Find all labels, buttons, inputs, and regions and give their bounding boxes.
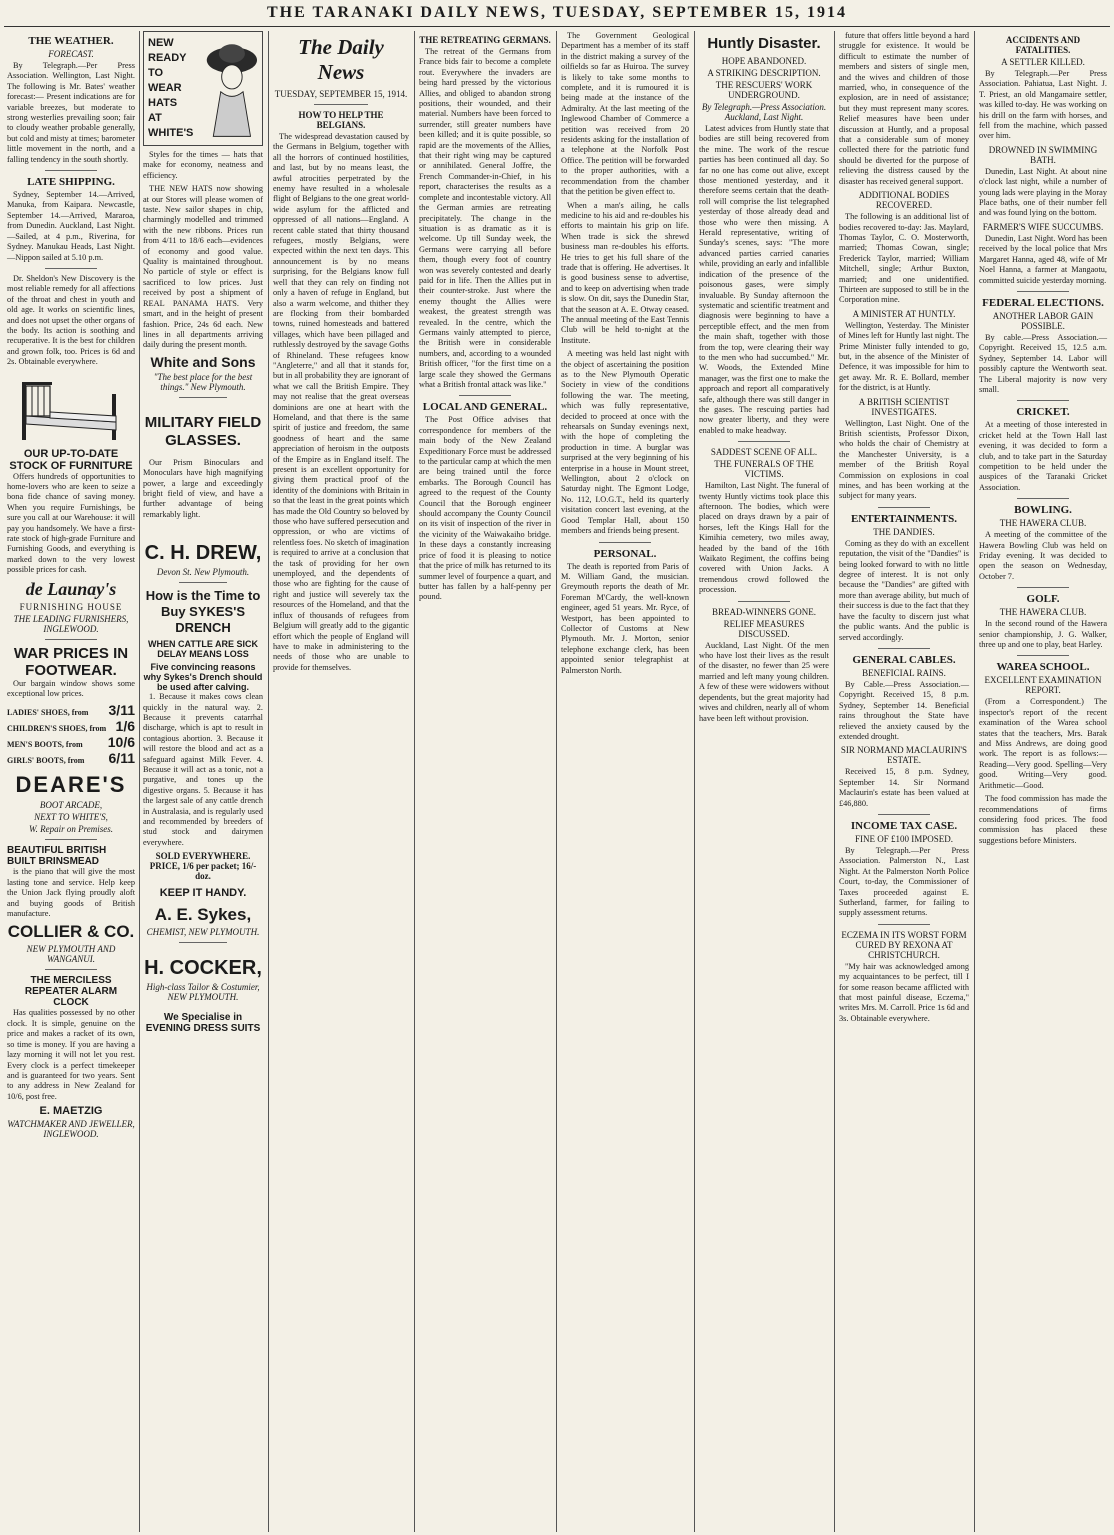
watchmaker-line: WATCHMAKER AND JEWELLER, INGLEWOOD.: [7, 1119, 135, 1140]
column-8: [976, 31, 1110, 1532]
cocker-name: H. COCKER,: [144, 957, 262, 980]
divider: [45, 969, 96, 970]
income-tax-heading: INCOME TAX CASE.: [850, 819, 958, 832]
local-text-2: When a man's ailing, he calls medicine to his aid and re-doubles his efforts to maintain his grip on life. When trade is sick the shrewd business man re-doubles his efforts. He tries to get his full share of the trade that is offering. He advertises. It is good business sense to advertise, and to keep on advertising when trade is slow. On dit, says the Dunedin Star, that the season at A. E. Otway ceased. The annual meeting of the East Tennis Club will be held to-night at the Institute.: [561, 200, 689, 345]
brinsmead-text: is the piano that will give the most lasting tone and service. Help keep the Union Jack flying proudly aloft and buying goods of British manufacture.: [7, 867, 135, 919]
divider: [1017, 291, 1068, 292]
forecast-subheading: FORECAST.: [48, 49, 94, 59]
editorial-heading: HOW TO HELP THE BELGIANS.: [298, 110, 384, 130]
maclaurin-heading: SIR NORMAND MACLAURIN'S ESTATE.: [840, 745, 968, 766]
column-3: [270, 31, 412, 1532]
warea-heading: WAREA SCHOOL.: [996, 661, 1090, 674]
warea-subheading: EXCELLENT EXAMINATION REPORT.: [984, 675, 1102, 696]
fine-heading: FINE OF £100 IMPOSED.: [854, 833, 953, 844]
masthead: [0, 0, 1114, 26]
chemist-line: CHEMIST, NEW PLYMOUTH.: [146, 927, 260, 938]
furniture-text: Offers hundreds of opportunities to home-lovers who are keen to seize a bona fide chance of saving money. When you require Furnishings, be sure you call at our Warehouse: it will pay you handsomely. We have a first-rate stock of high-grade Furniture and Furnishing Goods, and everything is marked down to the very lowest possible prices for cash.: [7, 471, 135, 575]
huntly-sub1: HOPE ABANDONED.: [721, 56, 807, 66]
divider: [45, 170, 96, 171]
dandies-heading: THE DANDIES.: [873, 526, 935, 537]
eczema-heading: ECZEMA IN ITS WORST FORM CURED BY REXONA AT CHRISTCHURCH.: [841, 929, 967, 960]
divider: [179, 582, 227, 583]
huntly-text: Latest advices from Huntly state that bodies are still being recovered from the mine. The work of the rescue parties has been continued all day. So far no one has come out alive, except those mentioned yesterday, and it therefore seems certain that the death-roll will comprise the list telegraphed yesterday of those already dead and those who were then missing. A Herald representative, writing of Sunday's scenes, says: "The more advanced parties carried canaries while, providing an early and infallible indication of the presence of the poisonous gases, were simply invaluable. By Sunday afternoon the systematic and scientific treatment and diagnosis were beginning to have a perceptible effect, and the men from the main shaft, together with those from the top, were clearing their way to the men who had succumbed." Mr. W. Woods, the Extended Mine manager, was the first one to make the approach and report all comparatively safe, although there was still danger in the gases. The rescuing parties had now greater liberty, and they were enabled to make headway.: [699, 124, 829, 435]
settler-heading: A SETTLER KILLED.: [1001, 57, 1085, 67]
deares-name: DEARE'S: [15, 772, 127, 798]
huntly-byline: By Telegraph.—Press Association. Auckland, Last Night.: [701, 102, 827, 122]
hat-word: AT: [148, 112, 162, 124]
federal-text: By cable.—Press Association.—Copyright. Received 15, 12.5 a.m. Sydney, September 14. Labor will possibly capture the Wentworth seat. The Liberal majority is now very small.: [979, 332, 1107, 394]
bowling-heading: BOWLING.: [1014, 504, 1072, 517]
column-rule: [694, 31, 695, 1532]
column-6: [696, 31, 832, 1532]
local-general-heading: LOCAL AND GENERAL.: [422, 401, 548, 414]
column-rule: [974, 31, 975, 1532]
hat-description: Styles for the times — hats that make for economy, neatness and efficiency.: [143, 150, 263, 180]
food-commission-text: The food commission has made the recommendations of firms considering food prices. The food commission has placed these suggestions before Ministers.: [979, 794, 1107, 845]
sykes-name: A. E. Sykes,: [154, 905, 252, 925]
divider: [45, 268, 96, 269]
bed-illustration: [16, 372, 126, 444]
weather-text: By Telegraph.—Per Press Association. Wellington, Last Night. The following is Mr. Bates' weather forecast:— Present indications are for variable breezes, but moderate to strong westerlies prevailing soon; fair to cloudy weather probable generally, but cold and misty at times; barometer little movement in the north, and a falling tendency in the south shortly.: [7, 61, 135, 164]
price-row: [7, 718, 135, 734]
war-prices-heading: WAR PRICES IN FOOTWEAR.: [13, 644, 129, 679]
hat-word: HATS: [148, 97, 178, 109]
price-row: [7, 734, 135, 750]
hat-word: WHITE'S: [148, 127, 194, 139]
warea-text: (From a Correspondent.) The inspector's report of the recent examination of the Warea school states that the teachers, Mrs. Barak and Miss Andrews, are doing good work. The report is as follows:— Reading—Very good. Spelling—Very good. Writing—Very good. Arithmetic—Good.: [979, 697, 1107, 790]
next-to-whites: NEXT TO WHITE'S,: [34, 812, 108, 823]
huntly-sub3: THE RESCUERS' WORK UNDERGROUND.: [715, 80, 813, 100]
white-and-sons: White and Sons: [150, 353, 256, 370]
divider: [314, 104, 368, 105]
drowned-text: Dunedin, Last Night. At about nine o'clock last night, while a number of young lads were playing in the Moray Place baths, one of their number fell and was found lying on the bottom.: [979, 166, 1107, 218]
tailor-line: High-class Tailor & Costumier, NEW PLYMOUTH.: [146, 982, 260, 1003]
price-label: LADIES' SHOES, from: [7, 708, 89, 718]
hat-word: TO: [148, 67, 164, 79]
minister-heading: A MINISTER AT HUNTLY.: [852, 308, 956, 319]
rains-heading: BENEFICIAL RAINS.: [862, 667, 946, 678]
military-heading: MILITARY FIELD GLASSES.: [144, 413, 262, 449]
divider: [878, 924, 930, 925]
additional-bodies-text: The following is an additional list of bodies recovered to-day: Jas. Maylard, Thomas Taylor, C. O. Mosterworth, married; Thomas Cowan, single; Frederick Taylor, married; William Mitchell, single; Arthur Buxton, married; and one unidentified. Thirteen are supposed to still be in the Corporation mine.: [839, 212, 969, 305]
entertainments-heading: ENTERTAINMENTS.: [850, 512, 958, 525]
golf-club-heading: THE HAWERA CLUB.: [999, 607, 1087, 618]
accidents-heading: ACCIDENTS AND FATALITIES.: [1005, 35, 1081, 55]
bowling-club-heading: THE HAWERA CLUB.: [999, 518, 1087, 529]
bowling-text: A meeting of the committee of the Hawera Bowling Club was held on Friday evening. It was decided to open the season on Wednesday, October 7.: [979, 530, 1107, 581]
column-5: [558, 31, 692, 1532]
cables-heading: GENERAL CABLES.: [852, 653, 956, 666]
column-7: [836, 31, 972, 1532]
golf-heading: GOLF.: [1026, 593, 1060, 606]
alarm-clock-text: Has qualities possessed by no other clock. It is simple, genuine on the price and makes a racket of its own, so time is money. If you are having a lazy morning it will not let you rest. Every clock is a perfect timekeeper and is guaranteed for two years. Sent to any address in New Zealand for 10/6, post free.: [7, 1008, 135, 1101]
divider: [1017, 587, 1068, 588]
drowned-heading: DROWNED IN SWIMMING BATH.: [988, 144, 1098, 165]
divider: [599, 542, 650, 543]
white-tagline: "The best place for the best things." New Plymouth.: [153, 371, 253, 392]
furniture-heading: OUR UP-TO-DATE STOCK OF FURNITURE: [9, 447, 133, 472]
funerals-heading: THE FUNERALS OF THE VICTIMS.: [714, 459, 814, 480]
divider: [738, 601, 790, 602]
maetzig-name: E. MAETZIG: [39, 1105, 103, 1118]
hat-word: READY: [148, 52, 187, 64]
golf-text: In the second round of the Hawera senior championship, J. G. Walker, three up and one to play, beat Harley.: [979, 619, 1107, 650]
woman-hat-illustration-icon: [204, 36, 258, 140]
divider: [878, 507, 930, 508]
column-rule: [556, 31, 557, 1532]
price-value: 10/6: [107, 734, 135, 751]
shipping-heading: LATE SHIPPING.: [27, 176, 115, 189]
military-text: Our Prism Binoculars and Monoculars have high magnifying power, a large and exceedingly bright field of view, and have a further advantage of being remarkably light.: [143, 457, 263, 519]
local-text-3: A meeting was held last night with the object of ascertaining the position as to the New Plymouth Operatic Society in view of the conditions following the war. The meeting, which was fully representative, decided to proceed at once with the rehearsals on Sunday evenings next, with the hope of completing the production in time. A burglar was surprised at the very beginning of his enterprise in a house in Mount street, Wellington, about 2 o'clock on Saturday night. The Egmont Lodge, No. 112, I.O.G.T., held its quarterly visitation concert last evening, at the Good Templar Hall, about 150 members and friends being present.: [561, 349, 689, 536]
funeral-text: Hamilton, Last Night. The funeral of twenty Huntly victims took place this afternoon. The bodies, which were placed on drays drawn by a pair of horses, left the Kings Hall for the Kimihia cemetery, two miles away, headed by the band of the 16th Waikato Regiment, the coffins being covered with Union Jacks. A tremendous crowd followed the procession.: [699, 481, 829, 595]
personal-text: The death is reported from Paris of M. William Gand, the musician. Greymouth reports the death of Mr. Foreman M'Cardy, the well-known engineer, aged 51 years. Mr. Ryce, of Westport, has been appointed to Collector of Customs at New Plymouth. Mr. J. Morton, senior telephone exchange clerk, has been appointed senior telegraphist at Palmerston North.: [561, 561, 689, 675]
federal-heading: FEDERAL ELECTIONS.: [982, 296, 1104, 309]
boot-arcade: BOOT ARCADE,: [39, 800, 103, 811]
column-rule: [834, 31, 835, 1532]
bread-subheading: RELIEF MEASURES DISCUSSED.: [723, 618, 805, 639]
specialise-line: We Specialise in EVENING DRESS SUITS: [145, 1012, 261, 1035]
divider: [45, 839, 96, 840]
cables-text: By Cable.—Press Association.—Copyright. Received 15, 8 p.m. Sydney, September 14. Beneficial rains throughout the State have relieved the anxiety caused by the extended drought.: [839, 679, 969, 741]
personal-heading: PERSONAL.: [593, 547, 657, 560]
huntly-heading: Huntly Disaster.: [707, 35, 821, 52]
alarm-clock-heading: THE MERCILESS REPEATER ALARM CLOCK: [24, 975, 118, 1009]
hat-word: NEW: [148, 37, 174, 49]
bed-icon: [16, 372, 126, 444]
huntly-sub2: A STRIKING DESCRIPTION.: [707, 68, 821, 78]
divider: [179, 942, 227, 943]
minister-text: Wellington, Yesterday. The Minister of Mines left for Huntly last night. The Prime Minister fully intended to go, but, in the absence of the Minister of Defence, it was impossible for him to get away. Mr. R. E. Bollard, member for the district, is at Huntly.: [839, 320, 969, 393]
price-label: CHILDREN'S SHOES, from: [7, 724, 107, 734]
price-row: [7, 750, 135, 766]
divider: [738, 441, 790, 442]
maclaurin-text: Received 15, 8 p.m. Sydney, September 14. Sir Normand Maclaurin's estate has been valued at £46,880.: [839, 767, 969, 808]
divider: [45, 639, 96, 640]
collier-name: COLLIER & CO.: [7, 922, 135, 942]
sheldon-ad-text: Dr. Sheldon's New Discovery is the most reliable remedy for all affections of the throat and chest in youth and old age. It works on scientific lines, and does not upset the other organs of the body. Its action is soothing and recuperative. It is the best for children and grown folk, too. Prices is 6d and 2s. Obtainable everywhere.: [7, 273, 135, 367]
divider: [1017, 655, 1068, 656]
drew-location: Devon St. New Plymouth.: [156, 567, 250, 578]
income-tax-text: By Telegraph.—Per Press Association. Palmerston N., Last Night. At the Palmerston North Police Court, to-day, the Commissioner of Taxes proceeded against E. Sutherland, farmer, for failing to supply assessment returns.: [839, 845, 969, 918]
cricket-text: At a meeting of those interested in cricket held at the Town Hall last evening, it was decided to form a club, and to take part in the Saturday competition to be held under the auspices of the Taranaki Cricket Association.: [979, 420, 1107, 492]
divider: [1017, 400, 1068, 401]
weather-heading: THE WEATHER.: [28, 35, 114, 47]
delaunay-name: de Launay's: [25, 578, 117, 599]
farmer-text: Dunedin, Last Night. Word has been received by the local police that Mrs Margaret Hanna, aged 48, wife of Mr Noel Hanna, a farmer at Mangaotu, committed suicide yesterday morning.: [979, 233, 1107, 285]
column-rule: [268, 31, 269, 1532]
labor-gain-heading: ANOTHER LABOR GAIN POSSIBLE.: [992, 310, 1094, 331]
leading-furnishers: THE LEADING FURNISHERS, INGLEWOOD.: [13, 613, 129, 634]
divider: [1017, 498, 1068, 499]
sold-everywhere: SOLD EVERYWHERE. PRICE, 1/6 per packet; 16/- doz.: [149, 851, 257, 882]
divider: [179, 397, 227, 398]
divider: [878, 648, 930, 649]
price-label: MEN'S BOOTS, from: [7, 740, 83, 750]
price-row: [7, 702, 135, 718]
hats-ad: [143, 31, 263, 146]
scientist-heading: A BRITISH SCIENTIST INVESTIGATES.: [858, 396, 950, 417]
bread-text: Auckland, Last Night. Of the men who have lost their lives as the result of the disaster, no fewer than 25 were married and left many young children. A few of these were widowers without dependents, but the great majority had wives and children, nearly all of whom have been left without provision.: [699, 640, 829, 723]
editorial-date: TUESDAY, SEPTEMBER 15, 1914.: [274, 89, 408, 99]
sykes-text: 1. Because it makes cows clean quickly in the natural way. 2. Because it prevents catarrhal discharge, which is apt to result in contagious abortion. 3. Because it will restore the blood and act as a safeguard against Milk Fever. 4. Because it will act as a tonic, not a purgative, and tones up the digestive organs. 5. Because it has the largest sale of any cattle drench in Australasia, and is regularly used and recommended by breeders of stud stock and dairymen everywhere.: [143, 692, 263, 847]
eczema-text: "My hair was acknowledged among my acquaintances to be perfect, till I for some reason became afflicted with that most painful disease, Eczema," writes Mrs. M. Carroll. Price 1s 6d and 3s. Obtainable everywhere.: [839, 961, 969, 1023]
retreat-heading: THE RETREATING GERMANS.: [419, 35, 551, 45]
shipping-text: Sydney, September 14.—Arrived, Manuka, from Kaipara. Newcastle, September 14.—Arrived, Mararoa, from Dunedin. Auckland, Last Night.—Sailed, at 4 p.m., Riverina, for Sydney. Manukau Heads, Last Night.—Nippon sailed at 5.10 p.m.: [7, 190, 135, 262]
sykes-heading: How is the Time to Buy SYKES'S DRENCH: [145, 588, 261, 636]
drew-name: C. H. DREW,: [144, 542, 262, 565]
cattle-warning: WHEN CATTLE ARE SICK DELAY MEANS LOSS: [148, 639, 258, 660]
editorial-text: The widespread devastation caused by the Germans in Belgium, together with all the horrors of continued hostilities, and last, but by no means least, the awful atrocities perpetrated by the enemy have resulted in a wholesale flight of Belgians to the one great world-wide asylum for the afflicted and oppressed of all nations—England. A recent cable stated that thirty thousand refugees, mostly Belgians, were expected within the next ten days. This announcement is by no means surprising, for the Belgians know full well that they can rely on finding not only a haven of refuge in England, but also a warm welcome, and thither they are flocking from their bombarded towns, ruined homesteads and battered villages, which have been pillaged and ruthlessly destroyed by the savage Goths of Rhineland. These refugees know "Angleterre," and all that it stands for, but in all probability they are ignorant of what we call the British Empire. They may not realise that the great overseas dominions are one at heart with the Homeland, and that there is the same spirit of justice and freedom, the same goodness of heart and the same appreciation of heroism in the outposts of the Empire as in England itself. The present is an excellent opportunity for giving them practical proof of the identity of the dominions with Britain in so that the least in the great points which has made the Old Country so beloved by those who have suffered persecution and oppression, or who are victims of relentless foes. No sketch of imagination is required to arrive at a conclusion that the task of providing for her own unemployed, and the dependents of those who are fighting for the cause of right and justice will severely tax the resources of the Homeland, and that the influx of thousands of refugees from Belgium will greatly add to the gigantic effort which the people of England will have to make in administering to the needs of those who are unable to provide for themselves.: [273, 132, 409, 672]
bread-heading: BREAD-WINNERS GONE.: [712, 606, 816, 617]
column-1: [4, 31, 138, 1532]
local-text-1: The Government Geological Department has a member of its staff in the district making a survey of the oilfields so far as Huiroa. The survey is likely to take some months to complete, and it is rumoured it is being made at the instance of the Admiralty. At the last meeting of the Inglewood Chamber of Commerce a petition was received from 20 residents asking for the installation of a telephone at the Norfolk Post Office. The petition will be forwarded to the proper authorities, with a recommendation from the chamber that the petition be given effect to.: [561, 31, 689, 197]
hat-words: [148, 36, 200, 141]
hat-word: WEAR: [148, 82, 182, 94]
divider: [459, 395, 512, 396]
price-value: 6/11: [108, 750, 135, 767]
entertainments-text: Coming as they do with an excellent reputation, the visit of the "Dandies" is being looked forward to with no little degree of interest. It is not only because the "Dandies" are gifted with more than average ability, but much of their success is due to the fact that they have the faculty to discern just what the public wants. And the public is served accordingly.: [839, 538, 969, 642]
divider: [878, 814, 930, 815]
settler-text: By Telegraph.—Per Press Association. Pahiatua, Last Night. J. T. Priest, an old Mangamaire settler, was killed to-day. He was working on his drill on the farm with horses, and fell from the machine, which passed over him.: [979, 69, 1107, 141]
price-label: GIRLS' BOOTS, from: [7, 756, 85, 766]
additional-bodies-heading: ADDITIONAL BODIES RECOVERED.: [858, 190, 950, 211]
price-value: 3/11: [108, 702, 135, 719]
cricket-heading: CRICKET.: [1016, 406, 1070, 419]
column-2: [140, 31, 266, 1532]
newspaper-page: [4, 26, 1110, 1532]
brinsmead-heading: BEAUTIFUL BRITISH BUILT BRINSMEAD: [7, 845, 107, 868]
collier-location: NEW PLYMOUTH AND WANGANUI.: [26, 944, 116, 965]
column-4: [416, 31, 554, 1532]
column-rule: [414, 31, 415, 1532]
price-list: [7, 702, 135, 766]
newspaper-title: The Daily News: [298, 35, 384, 84]
hat-ad-text: THE NEW HATS now showing at our Stores will please women of taste. New sailor shapes in chip, charmingly modelled and trimmed with the new ribbons. Prices run from 4/11 to 18/6 each—evidences of economy and good value. Quality is maintained throughout. No particle of style or effect is sacrificed to low prices. Just received by post a shipment of REAL PANAMA HATS. Very smart, and in the height of present fashion. Price, 24s 6d each. New lines in all departments arriving daily during the present month.: [143, 184, 263, 350]
war-prices-text: Our bargain window shows some exceptional low prices.: [7, 678, 135, 699]
scientist-text: Wellington, Last Night. One of the British scientists, Professor Dixon, who holds the chair of Chemistry at the Manchester University, is a member of the British Royal Commission on explosions in coal mines, and has been working at the subject for many years.: [839, 418, 969, 501]
furnishing-house: FURNISHING HOUSE: [19, 601, 123, 612]
farmer-heading: FARMER'S WIFE SUCCUMBS.: [982, 221, 1104, 232]
price-value: 1/6: [115, 718, 135, 735]
five-reasons: Five convincing reasons why Sykes's Drench should be used after calving.: [143, 662, 263, 693]
keep-handy: KEEP IT HANDY.: [159, 887, 247, 900]
retreat-text: The retreat of the Germans from France bids fair to become a complete rout. Everywhere the invaders are being hard pressed by the victorious Allies, and obliged to abandon strong positions, their wounded, and their material. Numbers have been forced to surrender, still greater numbers have been killed; and it is quite possible, so rapid are the movements of the Allies, that their right wing may be captured or annihilated. General Joffre, the French Commander-in-Chief, in his report, characterises the results as a complete and incontestable victory. All the German armies are retreating precipitately. The change in the situation is as dramatic as it is welcome. Up till Sunday week, the Germans were carrying all before them, though every foot of country won was severely contested and dearly paid for in life. Then the Allies put in their counter-stroke. Just where the enemy thought the Allies were weakest, the greatest strength was revealed. In the centre, which the Germans vainly attempted to pierce, the British were in considerable numbers, and, according to a wounded British officer, "for the first time on a large scale they showed the Germans what a British frontal attack was like.": [419, 47, 551, 389]
repair-note: W. Repair on Premises.: [28, 824, 114, 835]
relief-text: future that offers little beyond a hard struggle for existence. It would be difficult to estimate the number of members and sisters of single men, and the wives and children of those married, who, in consequence of the explosion, are in need of assistance; but they must represent many scores. Relief measures have been under discussion at Huntly, and a proposal that a considerable sum of money collected there for the patriotic fund should be diverted for the purpose of relieving the distress caused by the disaster has received general support.: [839, 31, 969, 186]
saddest-heading: SADDEST SCENE OF ALL.: [710, 447, 818, 458]
masthead-title: THE TARANAKI DAILY NEWS, TUESDAY, SEPTEMBER 15, 1914: [267, 4, 847, 21]
local-general-text: The Post Office advises that correspondence for members of the main body of the New Zealand Expeditionary Force must be addressed to the particular camp at which the men are being trained until the force embarks. The Borough Council has agreed to the request of the County Council that the Borough engineer should accompany the County Council on its visit of inspection of the river in the vicinity of the Waiwakaiho bridge. In these days a constantly increasing price of food it is pleasing to notice that the price of milk has returned to its summer level of fourpence a quart, and butter has fallen by a half-penny per pound.: [419, 415, 551, 602]
